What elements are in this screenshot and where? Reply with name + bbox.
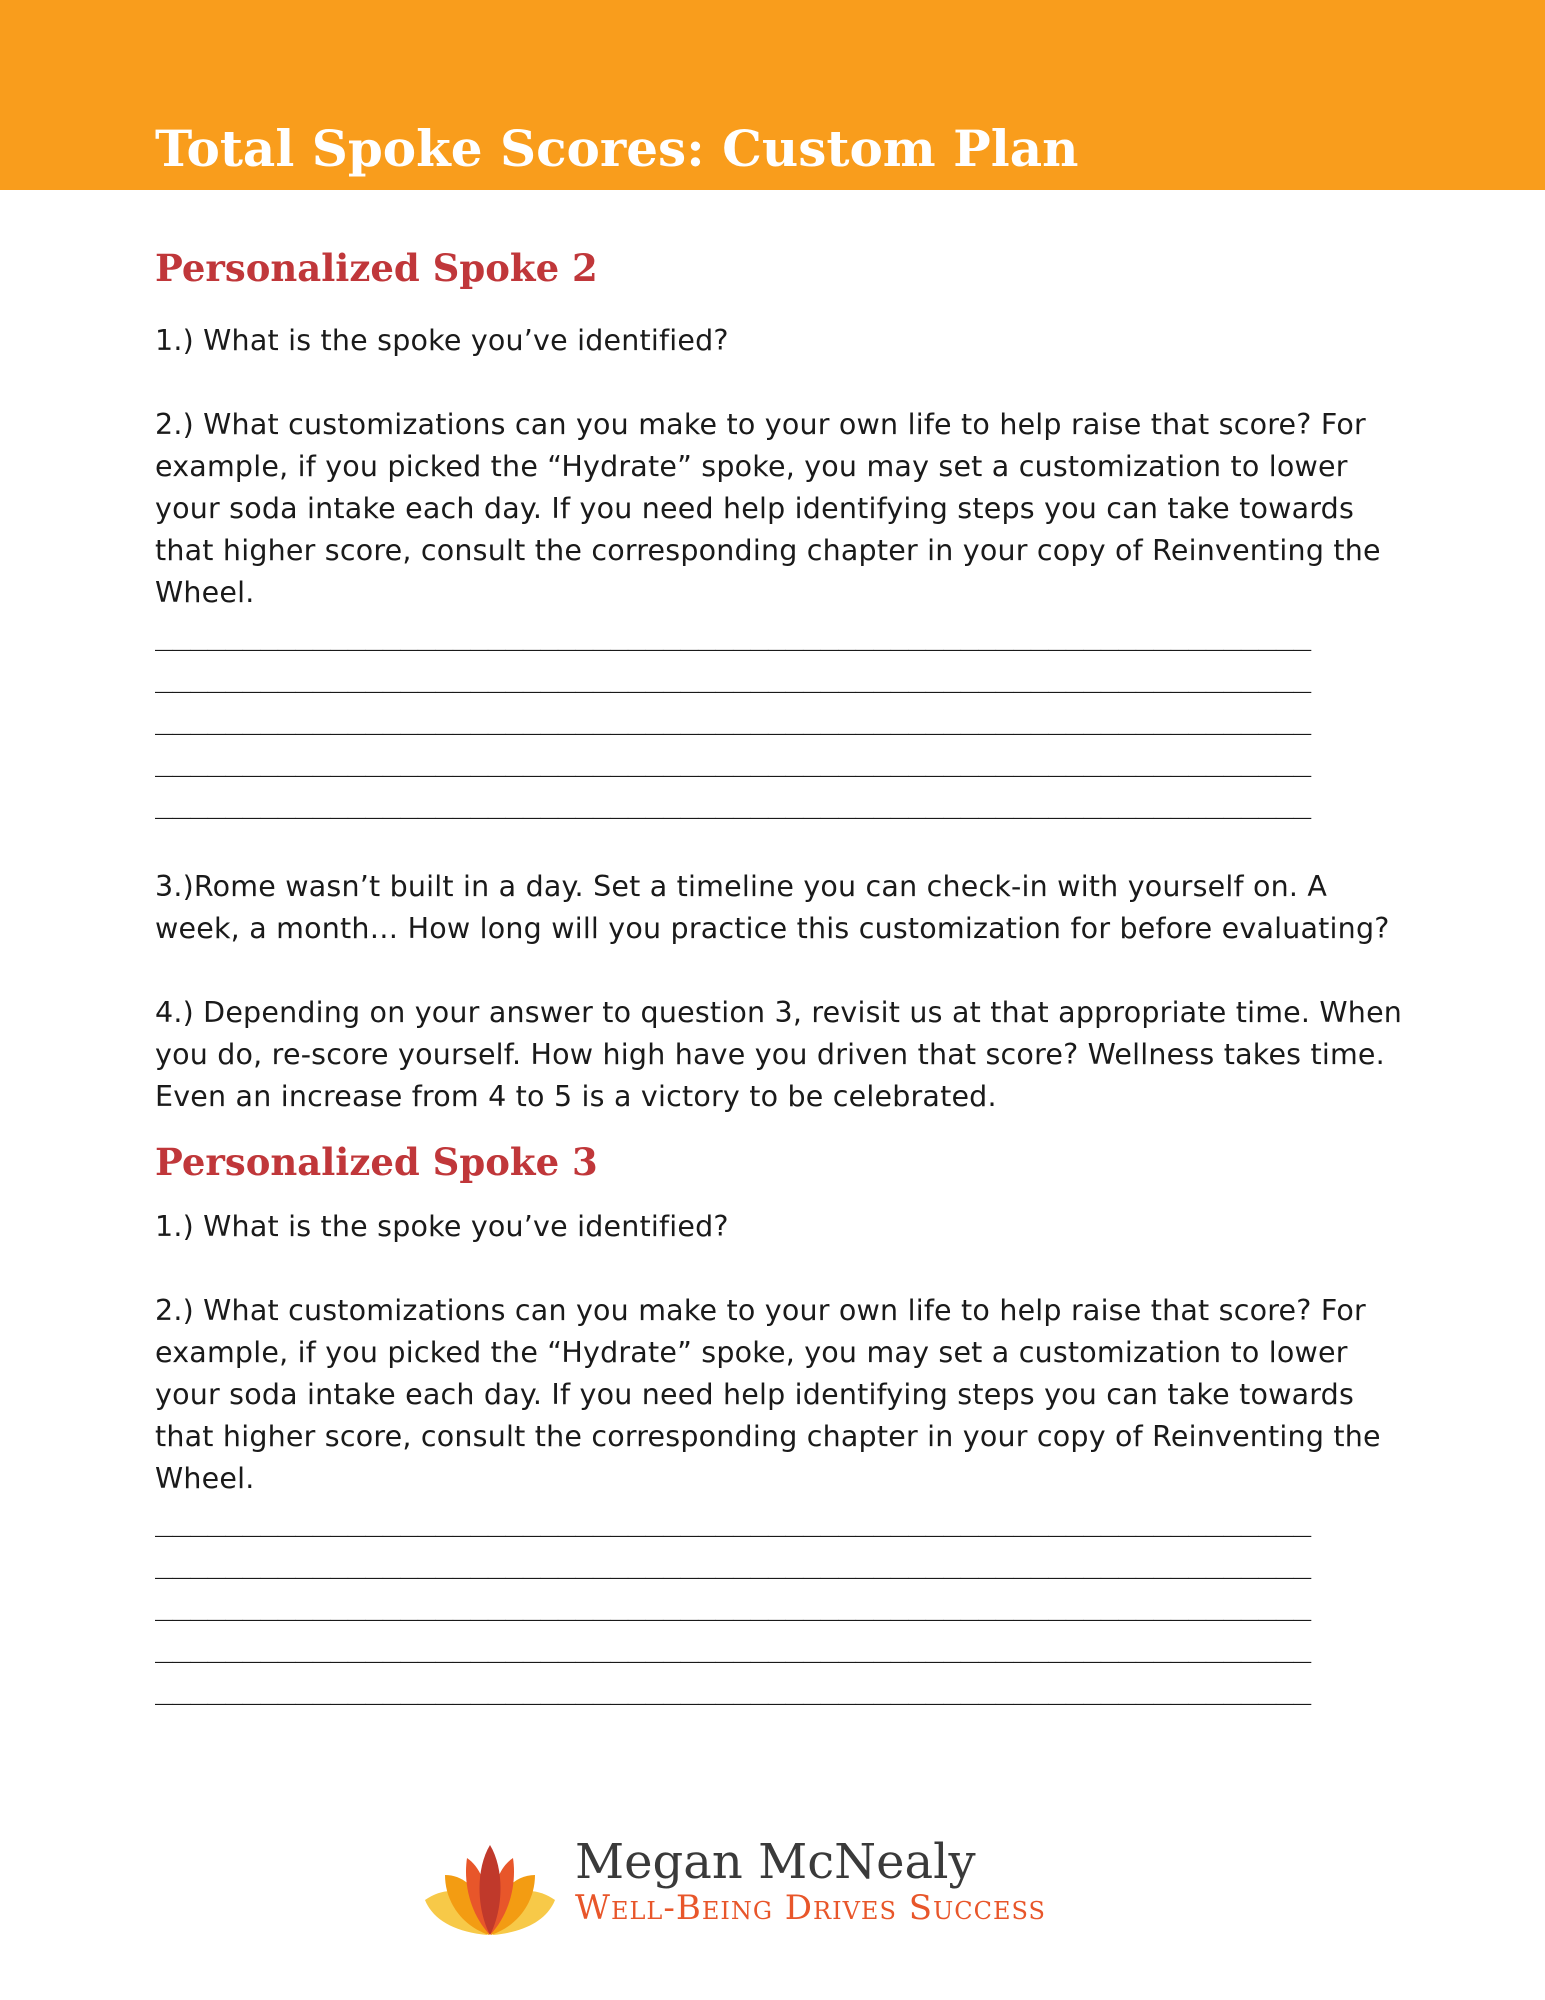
brand-logo [415, 1834, 1135, 1940]
answer-line[interactable]: __________________________________________________________________ [155, 1587, 1311, 1622]
worksheet-content [155, 238, 1415, 1710]
lotus-icon [415, 1840, 565, 1940]
section-title-spoke-2: Personalized Spoke 2 [155, 246, 598, 290]
question-3: 3.)Rome wasn’t built in a day. Set a timeline you can check-in with yourself on. A week, a month… How long will you practice this customization for before evaluating? [155, 870, 1390, 945]
question-2: 2.) What customizations can you make to your own life to help raise that score? For example, if you picked the “Hydrate” spoke, you may set a customization to lower your soda intake each day. If you need help identifying steps you can take towards that higher score, consult the corresponding chapter in your copy of Reinventing the Wheel. [155, 408, 1381, 609]
header-banner [0, 0, 1545, 190]
logo-name: Megan McNealy [575, 1834, 976, 1890]
question-2: 2.) What customizations can you make to your own life to help raise that score? For example, if you picked the “Hydrate” spoke, you may set a customization to lower your soda intake each day. If you need help identifying steps you can take towards that higher score, consult the corresponding chapter in your copy of Reinventing the Wheel. [155, 1294, 1381, 1495]
answer-line[interactable]: __________________________________________________________________ [155, 1629, 1311, 1664]
question-1: 1.) What is the spoke you’ve identified? [155, 324, 729, 357]
answer-line[interactable]: __________________________________________________________________ [155, 743, 1311, 778]
answer-lines [155, 614, 1415, 824]
answer-line[interactable]: __________________________________________________________________ [155, 617, 1311, 652]
page-title: Total Spoke Scores: Custom Plan [155, 119, 1079, 178]
answer-line[interactable]: __________________________________________________________________ [155, 1503, 1311, 1538]
answer-lines [155, 1500, 1415, 1710]
answer-line[interactable]: __________________________________________________________________ [155, 1545, 1311, 1580]
answer-line[interactable]: __________________________________________________________________ [155, 1671, 1311, 1706]
answer-line[interactable]: __________________________________________________________________ [155, 785, 1311, 820]
answer-line[interactable]: __________________________________________________________________ [155, 659, 1311, 694]
answer-line[interactable]: __________________________________________________________________ [155, 701, 1311, 736]
logo-tagline: Well-Being Drives Success [575, 1888, 1046, 1928]
question-4: 4.) Depending on your answer to question 3, revisit us at that appropriate time. When you do, re-score yourself. How high have you driven that score? Wellness takes time. Even an increase from 4 to 5 is a victory to be celebrated. [155, 996, 1403, 1113]
section-title-spoke-3: Personalized Spoke 3 [155, 1140, 598, 1184]
question-1: 1.) What is the spoke you’ve identified? [155, 1210, 729, 1243]
